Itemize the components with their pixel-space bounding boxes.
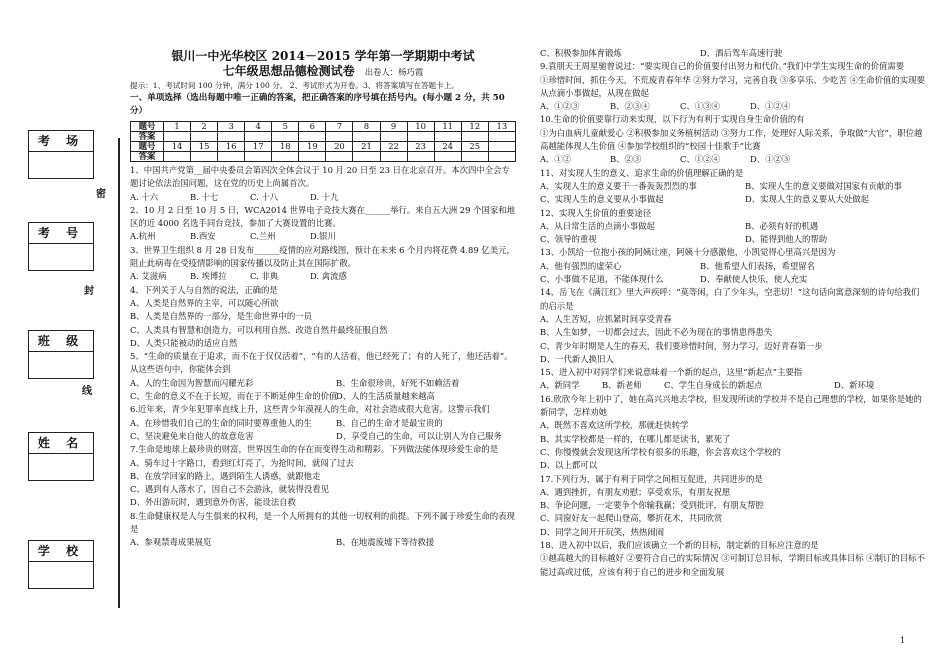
option: B. 埃博拉	[190, 271, 227, 282]
option: A、①②	[540, 154, 572, 165]
option: A、实现人生的意义要干一番轰轰烈烈的事	[540, 180, 697, 191]
table-cell: 24	[434, 142, 461, 152]
question-15: 15、进入初中对同学们来说意味着一个新的起点，这里“新起点”主要指	[540, 367, 803, 378]
option: B.西安	[190, 231, 216, 242]
question-18: 18、进入初中以后，我们应该确立一个新的目标，制定新的目标应注意的是	[540, 539, 819, 550]
question-13-options-ab	[540, 260, 925, 273]
exam-room-blank	[29, 152, 93, 178]
table-cell: 4	[245, 122, 272, 132]
page-number: 1	[900, 636, 906, 645]
option: C、实现人生的意义要从小事做起	[540, 194, 664, 205]
option: A、人类是自然界的主宰，可以随心所欲	[130, 297, 279, 308]
option: D、人的生活质量越来越高	[336, 391, 435, 402]
option: D、以上都可以	[540, 460, 597, 471]
option: D、酒后驾车高速行驶	[700, 48, 783, 58]
answer-cell[interactable]	[272, 132, 299, 142]
option: B、人生如梦，一切都会过去，因此不必为现在的事情患得患失	[540, 327, 773, 338]
option: D、①②④	[750, 101, 791, 112]
question-6-options-cd	[130, 430, 516, 443]
answer-cell[interactable]	[326, 132, 353, 142]
option: D、人类只能被动的适应自然	[130, 337, 238, 348]
exam-tips: 提示：1、考试时间 100 分钟，满分 100 分。 2、考试形式为开卷。3、将答案填写在答题卡上。	[130, 81, 459, 90]
option: B、在地震废墟下等待救援	[336, 537, 435, 548]
question-2-options	[130, 230, 516, 243]
table-cell: 5	[272, 122, 299, 132]
seal-char-mi: 密	[96, 189, 106, 200]
question-6: 6.近年来，青少年犯罪率直线上升，这些青少年漠视人的生命，对社会造成很大危害。这警示我们	[130, 404, 490, 415]
option: B、新老师	[602, 380, 642, 391]
left-column	[130, 47, 516, 550]
question-11-options-cd	[540, 193, 925, 206]
table-header-cell: 答案	[131, 152, 164, 162]
answer-cell[interactable]	[218, 132, 245, 142]
question-8: 8.生命健康权是人与生俱来的权利，是一个人所拥有的其他一切权利的前提。下列不属于珍爱生命的表现是	[130, 510, 515, 535]
question-18-items: ①越高越大的目标越好 ②要符合自己的实际情况 ③可制订总目标，学期目标或具体目标 ④制订的目标不能过高或过低，应该有利于自己的进步和全面发展	[540, 553, 925, 577]
option: A. 艾滋病	[130, 271, 167, 282]
table-cell: 9	[380, 122, 407, 132]
answer-table-row	[131, 122, 516, 132]
option: B、在放学回家的路上，遇到陌生人诱惑，就跟他走	[130, 470, 321, 481]
table-cell: 12	[461, 122, 488, 132]
option: C、积极参加体育锻炼	[540, 48, 622, 58]
section-heading: 一、单项选择（选出每题中唯一正确的答案，把正确答案的序号填在括号内。(每小题 2 分，共 50 分）	[130, 93, 505, 116]
option: B、②③	[610, 154, 642, 165]
answer-cell[interactable]	[488, 132, 515, 142]
table-header-cell: 题号	[131, 122, 164, 132]
answer-cell[interactable]	[353, 152, 380, 162]
table-cell: 22	[380, 142, 407, 152]
table-cell: 8	[353, 122, 380, 132]
question-3-options	[130, 270, 516, 283]
table-cell: 2	[191, 122, 218, 132]
option: B、他希望人们表扬，希望留名	[700, 260, 816, 271]
question-5-options-cd	[130, 390, 516, 403]
answer-cell[interactable]	[164, 152, 191, 162]
question-5-options-ab	[130, 377, 516, 390]
option: B、人类是自然界的一部分，是生命世界中的一员	[130, 311, 313, 322]
answer-table-row	[131, 132, 516, 142]
option: B、其实学校都是一样的，在哪儿都是读书，累死了	[540, 433, 731, 444]
option: B. 十七	[190, 191, 219, 202]
binding-line	[118, 138, 120, 608]
table-cell: 18	[272, 142, 299, 152]
answer-cell[interactable]	[434, 152, 461, 162]
option: C、学生自身成长的新起点	[664, 380, 763, 391]
answer-cell[interactable]	[191, 152, 218, 162]
table-cell: 7	[326, 122, 353, 132]
table-cell: 15	[191, 142, 218, 152]
option: C、青少年时期是人生的春天，我们要珍惜时间，努力学习，迈好青春第一步	[540, 340, 823, 351]
table-cell: 16	[218, 142, 245, 152]
answer-cell[interactable]	[407, 132, 434, 142]
answer-cell[interactable]	[380, 132, 407, 142]
option: B、生命很珍贵，好死不如赖活着	[336, 377, 460, 388]
answer-cell[interactable]	[191, 132, 218, 142]
name-blank	[29, 454, 93, 480]
question-4: 4、下列关于人与自然的说法，正确的是	[130, 284, 278, 295]
option: D、实现人生的意义要从大处做起	[745, 194, 869, 205]
answer-cell[interactable]	[380, 152, 407, 162]
option: D.银川	[310, 231, 336, 242]
option: B、实现人生的意义要做对国家有贡献的事	[745, 180, 902, 191]
table-cell: 20	[326, 142, 353, 152]
school-box	[28, 540, 94, 589]
option: D、新环境	[834, 380, 875, 391]
option: C、①③④	[680, 101, 720, 112]
answer-cell[interactable]	[164, 132, 191, 142]
option: C、坚决避免来自他人的故意危害	[130, 430, 254, 441]
table-cell: 13	[488, 122, 515, 132]
question-7: 7.生命是地球上最珍贵的财富，世界因生命的存在而变得生动和精彩。下列做法能体现珍爱生命的是	[130, 444, 499, 455]
option: D、一代新人换旧人	[540, 353, 614, 364]
question-16: 16.欣欣今年上初中了，她在高兴兴地去学校，但发现所读的学校并不是自己理想的学校，如果你是她的新同学，怎样劝她	[540, 393, 922, 418]
option: A、新同学	[540, 380, 580, 391]
question-10-options	[540, 153, 925, 166]
exam-number-label: 考 号	[29, 223, 93, 244]
question-12-options-cd	[540, 233, 925, 246]
question-9-options	[540, 100, 925, 113]
option: A. 十六	[130, 191, 159, 202]
table-cell	[488, 142, 515, 152]
answer-cell[interactable]	[461, 152, 488, 162]
table-cell: 25	[461, 142, 488, 152]
question-14: 14、岳飞在《满江红》里大声疾呼：“莫等闲，白了少年头，空悲切！”这句话向寓意深刻的诗句给我们的启示是	[540, 287, 920, 311]
right-column	[540, 47, 925, 579]
option: C、同窗好友一起爬山登高，攀折花木，共同欣赏	[540, 513, 723, 524]
author-label: 出卷人：杨巧霞	[364, 67, 424, 77]
question-5: 5、“生命的质量在于追求，而不在于仅仅活着”，“有的人活着，他已经死了；有的人死了，他还活着”。从这些语句中，你能体会到	[130, 351, 513, 375]
option: D、同学之间开开玩笑，热热闹闹	[540, 526, 664, 537]
option: B、争论问题，一定要争个你输我赢；受到批评，有朋友帮腔	[540, 500, 764, 511]
option: A、他有强烈的虚荣心	[540, 260, 622, 271]
school-label: 学 校	[29, 541, 93, 562]
table-cell: 10	[407, 122, 434, 132]
option: A、从日常生活的点滴小事做起	[540, 220, 655, 231]
option: A、人生苦短，应抓紧时间享受青春	[540, 313, 672, 324]
seal-char-xian: 线	[82, 386, 92, 397]
question-13-options-cd	[540, 273, 925, 286]
answer-cell[interactable]	[299, 152, 326, 162]
table-header-cell: 答案	[131, 132, 164, 142]
option: A、在珍惜我们自己的生命的同时要尊重他人的生	[130, 417, 312, 428]
question-13: 13、小凯给一位抱小孩的阿姨让座，阿姨十分感激他，小凯觉得心里高兴是因为	[540, 247, 836, 258]
exam-title: 银川一中光华校区 2014－2015 学年第一学期期中考试	[171, 49, 475, 63]
question-11-options-ab	[540, 180, 925, 193]
option: A、骑车过十字路口，看到红灯亮了，为抢时间，就闯了过去	[130, 457, 354, 468]
option: C、生命的意义不在于长短，而在于不断延伸生命的价值	[130, 391, 338, 402]
answer-cell[interactable]	[434, 132, 461, 142]
answer-cell[interactable]	[353, 132, 380, 142]
question-10-items: ①为白血病儿童献爱心 ②积极参加义务植树活动 ③努力工作，处理好人际关系，争取做“大官”，职位越高越能体现人生价值 ④参加学校组织的“校园十佳歌手”比赛	[540, 127, 923, 152]
question-3: 3、世界卫生组织 8 月 28 日发布______疫情的应对路线图，预计在未来 6 个月内将花费 4.89 亿美元，阻止此病毒在受疫情影响的国家传播以及防止其在国际扩散。	[130, 244, 515, 269]
option: A、遇到挫折，有朋友劝慰；享受欢乐，有朋友祝愿	[540, 486, 731, 497]
question-8-options-ab	[130, 536, 516, 549]
answer-cell[interactable]	[272, 152, 299, 162]
answer-cell[interactable]	[218, 152, 245, 162]
option: B、②③④	[610, 101, 650, 112]
exam-number-blank	[29, 244, 93, 270]
table-header-cell: 题号	[131, 142, 164, 152]
answer-table	[130, 121, 516, 162]
question-15-options	[540, 379, 925, 392]
option: C、你慢慢就会发现这所学校有很多的乐趣，你会喜欢这个学校的	[540, 446, 781, 457]
seal-char-feng: 封	[84, 286, 94, 297]
option: C.兰州	[250, 231, 276, 242]
option: A、①②③	[540, 101, 580, 112]
question-8-options-cd	[540, 47, 925, 60]
question-17: 17.下列行为，属于有利于同学之间相互促进，共同进步的是	[540, 473, 763, 484]
option: A、既然不喜欢这所学校，那就赶快转学	[540, 420, 689, 431]
exam-subtitle	[130, 64, 516, 80]
option: D、①②③	[750, 154, 791, 165]
class-label: 班 级	[29, 331, 93, 352]
class-blank	[29, 352, 93, 378]
exam-room-box	[28, 130, 94, 179]
option: C、小事做不足道，不能体现什么	[540, 274, 664, 285]
table-cell: 19	[299, 142, 326, 152]
answer-cell[interactable]	[299, 132, 326, 142]
class-box	[28, 330, 94, 379]
question-12-options-ab	[540, 220, 925, 233]
exam-room-label: 考 场	[29, 131, 93, 152]
question-9-items: ①珍惜时间，抓住今天，不荒废青春年华 ②努力学习，完善自我 ③多享乐、少吃苦 ④生命价值的实现要从点滴小事做起，从现在做起	[540, 74, 925, 98]
table-cell: 1	[164, 122, 191, 132]
question-2: 2、10 月 2 日至 10 月 5 日，WCA2014 世界电子竞技大赛在______举行。来自五大洲 29 个国家和地区的近 4000 名选手同台竞技，参加了大赛设置的比赛。	[130, 204, 515, 229]
option: D. 禽流感	[310, 271, 347, 282]
option: A、参观禁毒成果展览	[130, 537, 212, 548]
subject-title: 七年级思想品德检测试卷	[222, 64, 355, 78]
question-12: 12、实现人生价值的重要途径	[540, 207, 652, 218]
question-1-options	[130, 191, 516, 204]
answer-cell[interactable]	[245, 132, 272, 142]
table-cell: 3	[218, 122, 245, 132]
option: D、外出游玩时，遇到意外伤害，能设法自救	[130, 497, 296, 508]
table-cell: 6	[299, 122, 326, 132]
option: D、能得到他人的帮助	[745, 234, 828, 245]
table-cell: 21	[353, 142, 380, 152]
answer-table-row	[131, 152, 516, 162]
answer-table-row	[131, 142, 516, 152]
option: C. 非典	[250, 271, 279, 282]
option: A、人的生命因为智慧而闪耀光彩	[130, 377, 254, 388]
question-10: 10.生命的价值要靠行动来实现，以下行为有利于实现自身生命价值的有	[540, 114, 805, 125]
table-cell: 14	[164, 142, 191, 152]
option: D. 十九	[310, 191, 339, 202]
question-11: 11、对实现人生的意义、追求生命的价值理解正确的是	[540, 167, 744, 178]
answer-cell[interactable]	[407, 152, 434, 162]
question-1: 1、中国共产党第__届中央委员会第四次全体会议于 10 月 20 日至 23 日在北京召开。本次四中全会专题讨论依法治国问题，这在党的历史上尚属首次。	[130, 165, 510, 189]
option: D、奉献使人快乐，使人充实	[700, 274, 808, 285]
answer-cell	[488, 152, 515, 162]
option: D、享受自己的生命，可以让别人为自己服务	[336, 430, 502, 441]
option: B、必须有好的机遇	[745, 220, 819, 231]
option: C、领导的重视	[540, 234, 597, 245]
answer-cell[interactable]	[461, 132, 488, 142]
table-cell: 23	[407, 142, 434, 152]
table-cell: 17	[245, 142, 272, 152]
question-9: 9.袁朋天王周星驰曾说过：“要实现自己的价值要付出努力和代价。”我们中学生实现生命的价值需要	[540, 61, 905, 72]
option: C、人类具有智慧和创造力，可以利用自然、改造自然并最终征服自然	[130, 324, 388, 335]
option: C、①②④	[680, 154, 720, 165]
school-blank	[29, 562, 93, 588]
name-label: 姓 名	[29, 433, 93, 454]
name-box	[28, 432, 94, 481]
answer-cell[interactable]	[326, 152, 353, 162]
option: C、遇到有人落水了，因自己不会游泳，就装得没看见	[130, 484, 330, 495]
option: B、自己的生命才是最宝贵的	[336, 417, 443, 428]
answer-cell[interactable]	[245, 152, 272, 162]
table-cell: 11	[434, 122, 461, 132]
option: C. 十八	[250, 191, 279, 202]
option: A.杭州	[130, 231, 156, 242]
question-6-options-ab	[130, 417, 516, 430]
exam-number-box	[28, 222, 94, 271]
